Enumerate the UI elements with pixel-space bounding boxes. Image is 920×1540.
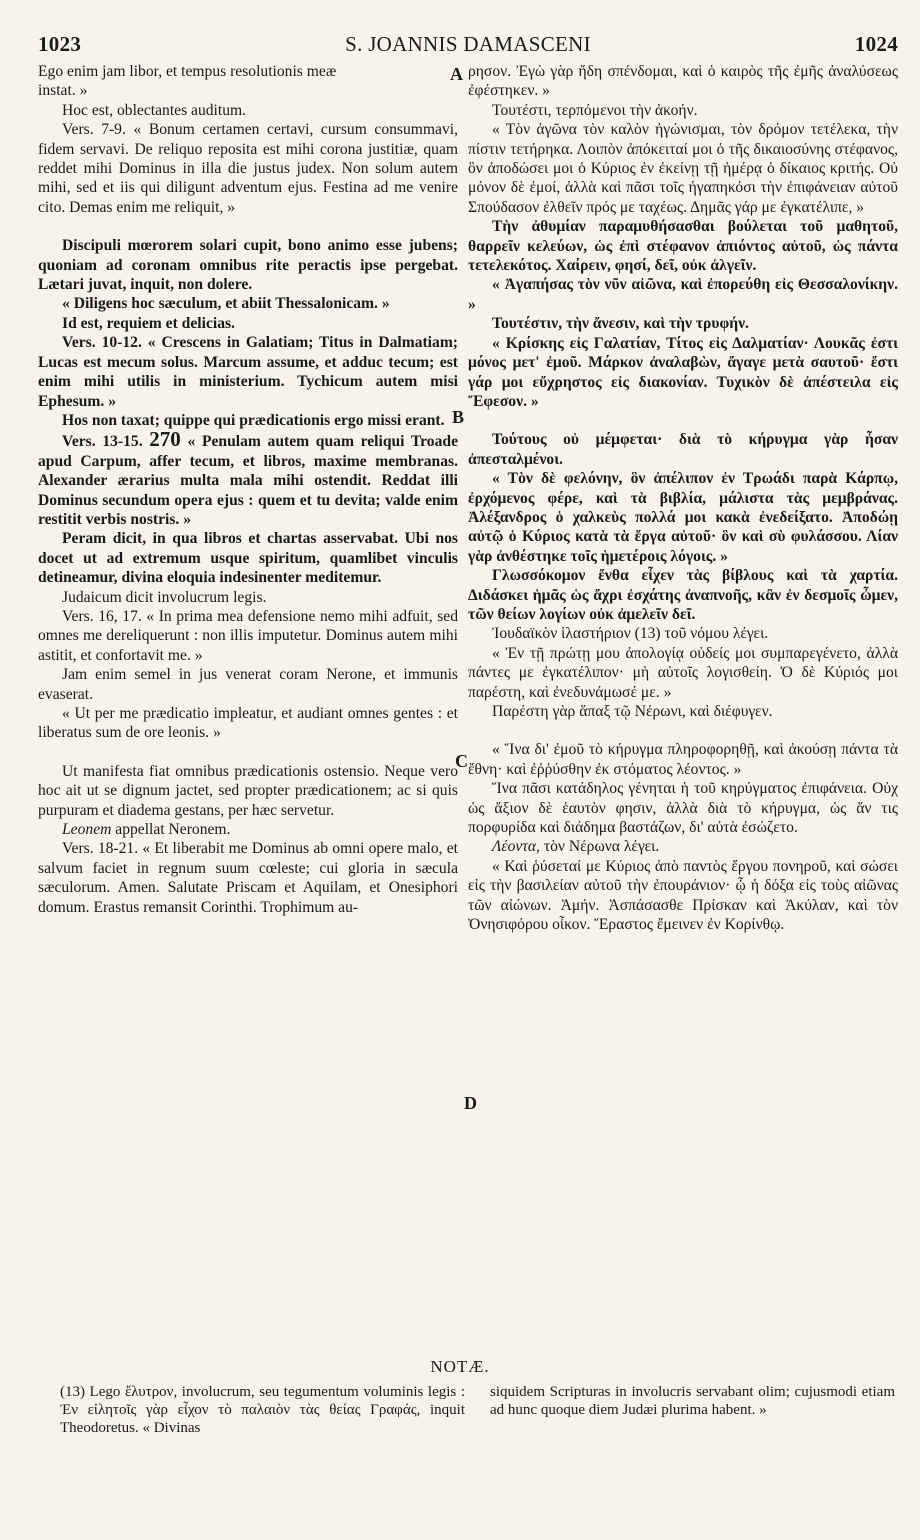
greek-para: Τούτους οὐ μέμφεται· διὰ τὸ κήρυγμα γὰρ ἦσαν ἀπεσταλμένοι. [468,431,898,468]
latin-para: Peram dicit, in qua libros et chartas asservabat. Ubi nos docet ut ad extremum usque spiritum, quamlibet vinculis detineamur, divina eloquia indesinenter meditemur. [38,530,458,587]
latin-para: Vers. 7-9. « Bonum certamen certavi, cursum consummavi, fidem servavi. De reliquo reposita est mihi corona justitiæ, quam reddet mihi Dominus in illa die justus judex. Non solum autem mihi, sed et iis qui diligunt adventum ejus. Festina ad me venire cito. Demas enim me reliquit, » [38,121,458,216]
greek-para: Τουτέστιν, τὴν ἄνεσιν, καὶ τὴν τρυφήν. [492,315,749,333]
notes-left-column [60,1383,465,1437]
greek-para: Τουτέστι, τερπόμενοι τὴν ἀκοήν. [492,101,698,119]
greek-para: Ἵνα πᾶσι κατάδηλος γένηται ἡ τοῦ κηρύγματος ἐπιφάνεια. Οὐχ ὡς ἄξιον δὲ ἑαυτὸν φησιν, ἀλλὰ διὰ τὸ κήρυγμα, ὡς ἄν τις πορφυρίδα καὶ διάδημα βαστάζων, δι' αὐτὰ ἐσώζετο. [468,780,898,837]
greek-para: « Ἵνα δι' ἐμοῦ τὸ κήρυγμα πληροφορηθῇ, καὶ ἀκούσῃ πάντα τὰ ἔθνη· καὶ ἐῤῥύσθην ἐκ στόματος λέοντος. » [468,741,898,778]
notes-right-column [490,1383,895,1419]
margin-letter-a: A [450,64,463,84]
latin-para: Vers. 10-12. « Crescens in Galatiam; Titus in Dalmatiam; Lucas est mecum solus. Marcum assume, et adduc tecum; est enim mihi utilis in ministerium. Tychicum autem misi Ephesum. » [38,334,458,410]
left-page-number: 1023 [38,32,82,56]
greek-para: « Καὶ ῥύσεταί με Κύριος ἀπὸ παντὸς ἔργου πονηροῦ, καὶ σώσει εἰς τὴν βασιλείαν αὐτοῦ τὴν ἐπουράνιον· ᾧ ἡ δόξα εἰς τοὺς αἰῶνας τῶν αἰώνων. Ἀμήν. Ἀσπάσασθε Πρίσκαν καὶ Ἀκύλαν, καὶ τὸν Ὀνησιφόρου οἶκον. Ἔραστος ἔμεινεν ἐν Κορίνθῳ. [468,857,898,934]
latin-para: Judaicum dicit involucrum legis. [62,588,267,606]
latin-para: Hoc est, oblectantes auditum. [62,101,247,119]
margin-letter-b: B [452,407,465,427]
greek-para: « Τὸν ἀγῶνα τὸν καλὸν ἠγώνισμαι, τὸν δρόμον τετέλεκα, τὴν πίστιν τετήρηκα. Λοιπὸν ἀπόκειταί μοι ὁ τῆς δικαιοσύνης στέφανος, ὃν ἀποδώσει μοι ὁ Κύριος ἐν ἐκείνῃ τῇ ἡμέρᾳ ὁ δίκαιος κριτής. Οὐ μόνον δὲ ἐμοί, ἀλλὰ καὶ πᾶσι τοῖς ἠγαπηκόσι τὴν ἐπιφάνειαν αὐτοῦ Σπούδασον ἐλθεῖν πρός με ταχέως. Δημᾶς γάρ με ἐγκατέλιπε, » [468,121,898,216]
running-header [38,32,898,60]
greek-para [468,837,898,856]
greek-para: Παρέστη γὰρ ἅπαξ τῷ Νέρωνι, καὶ διέφυγεν. [492,703,773,720]
latin-para: « Ut per me prædicatio impleatur, et audiant omnes gentes : et liberatus sum de ore leonis. » [38,705,458,742]
latin-para [38,820,458,839]
greek-para: « Τὸν δὲ φελόνην, ὃν ἀπέλιπον ἐν Τρωάδι παρὰ Κάρπῳ, ἐρχόμενος φέρε, καὶ τὰ βιβλία, μάλιστα τὰς μεμβράνας. Ἀλέξανδρος ὁ χαλκεὺς πολλά μοι κακὰ ἐνεδείξατο. Ἀποδώῃ αὐτῷ ὁ Κύριος κατὰ τὰ ἔργα αὐτοῦ· ὃν καὶ σὺ φυλάσσου. Λίαν γὰρ ἀνθέστηκε τοῖς ἡμετέροις λόγοις. » [468,470,898,565]
verse-ref: Vers. 13-15. [62,433,143,451]
notes-title: NOTÆ. [430,1357,490,1376]
leonem-italic: Leonem [62,821,112,839]
running-title: S. JOANNIS DAMASCENI [345,32,591,56]
leonem-rest: appellat Neronem. [115,821,231,839]
greek-para: « Ἀγαπήσας τὸν νῦν αἰῶνα, καὶ ἐπορεύθη εἰς Θεσσαλονίκην. » [468,276,898,313]
greek-para: Τὴν ἀθυμίαν παραμυθήσασθαι βούλεται τοῦ μαθητοῦ, θαρρεῖν κελεύων, ὡς ἐπὶ στέφανον ἀπιόντος αὐτοῦ, ὡς πάντα τετελεκότος. Χαίρειν, φησί, δεῖ, οὐκ ἀλγεῖν. [468,218,898,275]
greek-para: « Ἐν τῇ πρώτῃ μου ἀπολογίᾳ οὐδείς μοι συμπαρεγένετο, ἀλλὰ πάντες με ἐγκατέλιπον· μὴ αὐτοῖς λογισθείη. Ὁ δὲ Κύριός μοι παρέστη, καὶ ἐνεδυνάμωσέ με. » [468,644,898,701]
leonta-rest: τὸν Νέρωνα λέγει. [543,838,660,856]
latin-column [38,62,458,917]
latin-para [38,427,458,529]
latin-para: Vers. 16, 17. « In prima mea defensione nemo mihi adfuit, sed omnes me dereliquerunt : non illis imputetur. Dominus autem mihi astitit, et confortavit me. » [38,607,458,664]
note-13-part1: (13) Lego ἔλυτρον, involucrum, seu tegumentum voluminis legis : Ἐν εἰλητοῖς γὰρ εἶχον τὸ παλαιὸν τὰς θείας Γραφάς, inquit Theodoretus. « Divinas [60,1384,465,1436]
latin-para: Discipuli mœrorem solari cupit, bono animo esse jubens; quoniam ad coronam omnibus rite peractis ipse pergebat. Lætari juvat, inquit, non dolere. [38,237,458,294]
right-page-number: 1024 [854,32,898,56]
leonta-italic: Λέοντα, [492,838,540,856]
greek-para: « Κρίσκης εἰς Γαλατίαν, Τίτος εἰς Δαλματίαν· Λουκᾶς ἐστι μόνος μετ' ἐμοῦ. Μάρκον ἀναλαβὼν, ἄγαγε μετὰ σαυτοῦ· ἔστι γάρ μοι εὔχρηστος εἰς διακονίαν. Τυχικὸν δὲ ἀπέστειλα εἰς Ἔφεσον. » [468,334,898,410]
latin-para: Ego enim jam libor, et tempus resolutionis meæ [38,63,337,80]
greek-para: Ἰουδαϊκὸν ἱλαστήριον (13) τοῦ νόμου λέγει. [492,625,769,643]
margin-letter-d: D [464,1093,477,1113]
verse-text: « Penulam autem quam reliqui Troade apud Carpum, affer tecum, et libros, maxime membranas. Alexander ærarius multa mala mihi ostendit. Reddat illi Dominus secundum opera ejus : quem et tu devita; valde enim restitit verbis nostris. » [38,433,458,528]
note-13-part2: siquidem Scripturas in involucris servabant olim; cujusmodi etiam ad hunc quoque diem Judæi plurima habent. » [490,1384,895,1418]
latin-para: Vers. 18-21. « Et liberabit me Dominus ab omni opere malo, et salvum faciet in regnum suum cœleste; cui gloria in sæcula sæculorum. Amen. Salutate Priscam et Aquilam, et Onesiphori domum. Erastus remansit Corinthi. Trophimum au- [38,840,458,916]
greek-para: ρησον. Ἐγὼ γὰρ ἤδη σπένδομαι, καὶ ὁ καιρὸς τῆς ἐμῆς ἀναλύσεως ἐφέστηκεν. » [468,63,898,100]
greek-para: Γλωσσόκομον ἔνθα εἶχεν τὰς βίβλους καὶ τὰ χαρτία. Διδάσκει ἡμᾶς ὡς ἄχρι ἐσχάτης ἀναπνοῆς, κἂν ἐν δεσμοῖς ὦμεν, τῶν θείων λογίων οὐκ ἀμελεῖν δεῖ. [468,567,898,623]
margin-letter-c: C [455,751,468,771]
latin-para: « Diligens hoc sæculum, et abiit Thessalonicam. » [62,295,390,313]
latin-para: Id est, requiem et delicias. [62,314,235,332]
latin-para: instat. » [38,82,88,100]
latin-para: Jam enim semel in jus venerat coram Nerone, et immunis evaserat. [38,666,458,703]
greek-column [468,62,898,934]
column-number-270: 270 [149,427,181,452]
latin-para: Ut manifesta fiat omnibus prædicationis ostensio. Neque vero hoc ait ut se dignum jactet, sed propter prædicationem; ac si quis purpuram et diadema gestans, per hæc servetur. [38,762,458,819]
latin-para: Hos non taxat; quippe qui prædicationis ergo missi erant. [62,411,445,429]
